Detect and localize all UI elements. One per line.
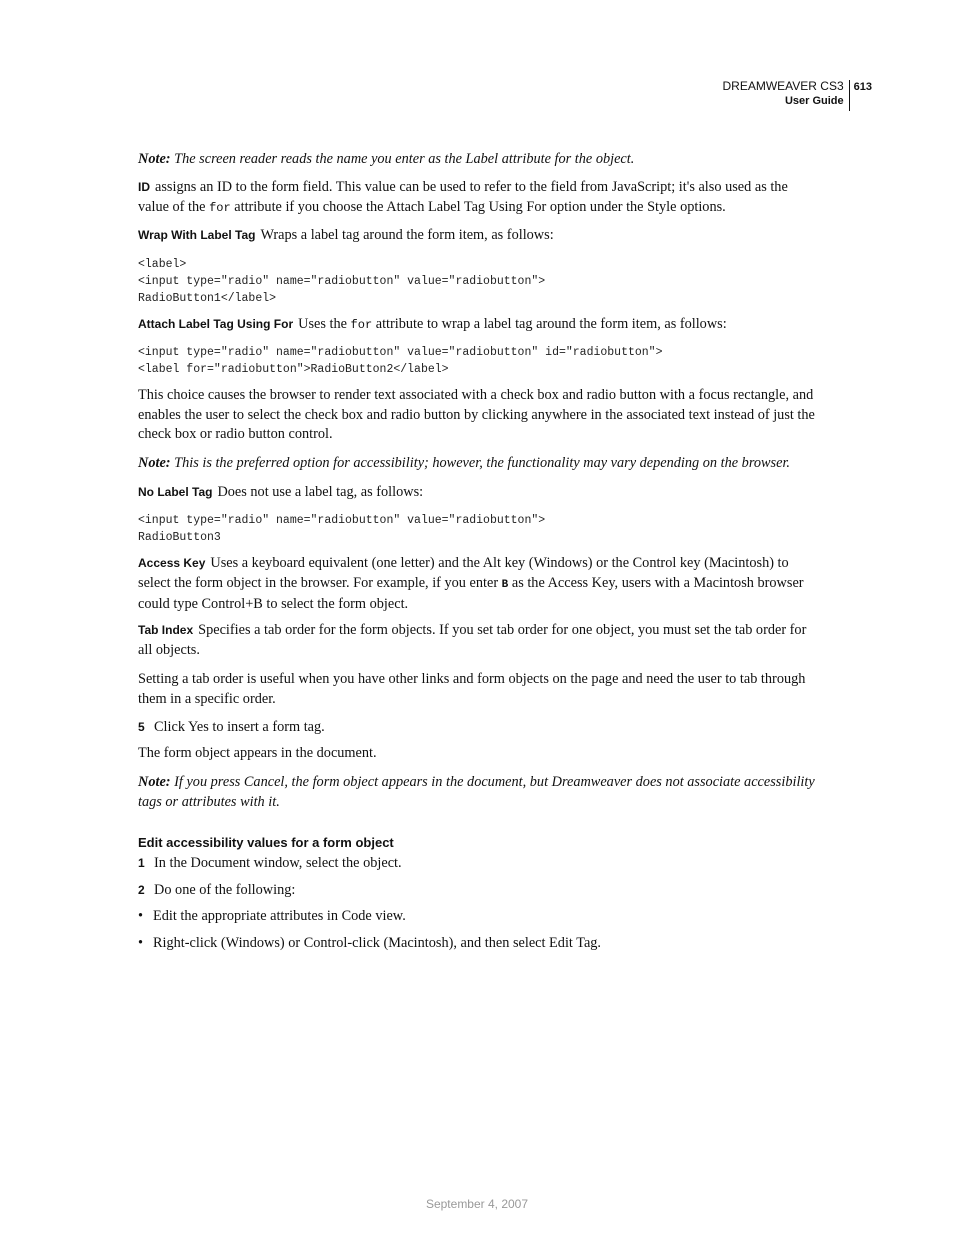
tab-index-paragraph: Tab Index Specifies a tab order for the form objects. If you set tab order for one object, you must set the tab order for all objects. [138,622,807,658]
form-object-appears-paragraph: The form object appears in the document. [138,745,377,761]
section-heading: Edit accessibility values for a form object [138,835,394,850]
note-screen-reader: Note: The screen reader reads the name you enter as the Label attribute for the object. [138,151,635,167]
inline-code-for-2: for [350,318,373,332]
note-preferred-option: Note: This is the preferred option for accessibility; however, the functionality may vary depending on the browser. [138,455,790,471]
step-2: 2 Do one of the following: [138,881,295,901]
bullet-dot-icon: • [138,908,144,924]
tab-index-term: Tab Index [138,623,194,637]
wrap-paragraph: Wrap With Label Tag Wraps a label tag around the form item, as follows: [138,227,554,243]
code-block-nolabel: <input type="radio" name="radiobutton" value="radiobutton"> RadioButton3 [138,514,546,544]
access-key-paragraph: Access Key Uses a keyboard equivalent (one letter) and the Alt key (Windows) or the Control key (Macintosh) to select the form object in the browser. For example, if you enter B as the Access Key, users with a Macintosh browser could type Control+B to select the form object. [138,555,804,612]
step-2-number: 2 [138,883,145,897]
header-title-block [723,79,849,111]
step-5-number: 5 [138,720,145,734]
id-term: ID [138,180,150,194]
attach-term: Attach Label Tag Using For [138,317,294,331]
access-key-term: Access Key [138,556,206,570]
header-guide: User Guide [784,95,844,107]
bullet-item-code-view: • Edit the appropriate attributes in Code view. [138,907,406,927]
step-5: 5 Click Yes to insert a form tag. [138,718,325,738]
inline-code-b: B [501,578,509,591]
bullet-item-edit-tag: • Right-click (Windows) or Control-click (Macintosh), and then select Edit Tag. [138,934,601,954]
step-1-number: 1 [138,856,145,870]
attach-paragraph: Attach Label Tag Using For Uses the for attribute to wrap a label tag around the form item, as follows: [138,316,727,332]
code-block-attach: <input type="radio" name="radiobutton" value="radiobutton" id="radiobutton"> <label for="radiobutton">RadioButton2</label> [138,346,663,376]
nolabel-paragraph: No Label Tag Does not use a label tag, as follows: [138,484,424,500]
wrap-term: Wrap With Label Tag [138,228,256,242]
inline-code-for: for [209,200,231,215]
header-product: DREAMWEAVER CS3 [722,79,844,93]
step-1: 1 In the Document window, select the object. [138,854,402,874]
note-cancel: Note: If you press Cancel, the form object appears in the document, but Dreamweaver does not associate accessibility tags or attributes with it. [138,774,815,810]
page-number: 613 [853,81,872,93]
code-block-wrap: <label> <input type="radio" name="radiobutton" value="radiobutton"> RadioButton1</label> [138,258,546,305]
page-header [723,79,873,111]
setting-tab-order-paragraph: Setting a tab order is useful when you have other links and form objects on the page and need the user to tab through them in a specific order. [138,671,806,707]
nolabel-term: No Label Tag [138,485,213,499]
footer-date: September 4, 2007 [425,1197,529,1211]
choice-paragraph: This choice causes the browser to render text associated with a check box and radio button with a focus rectangle, and enables the user to select the check box and radio button by clicking anywhere in the associated text instead of just the check box or radio button control. [138,387,815,442]
id-paragraph: ID assigns an ID to the form field. This value can be used to refer to the field from JavaScript; it's also used as the value of the for attribute if you choose the Attach Label Tag Using For option under the Style options. [138,179,788,215]
bullet-dot-icon: • [138,935,144,951]
